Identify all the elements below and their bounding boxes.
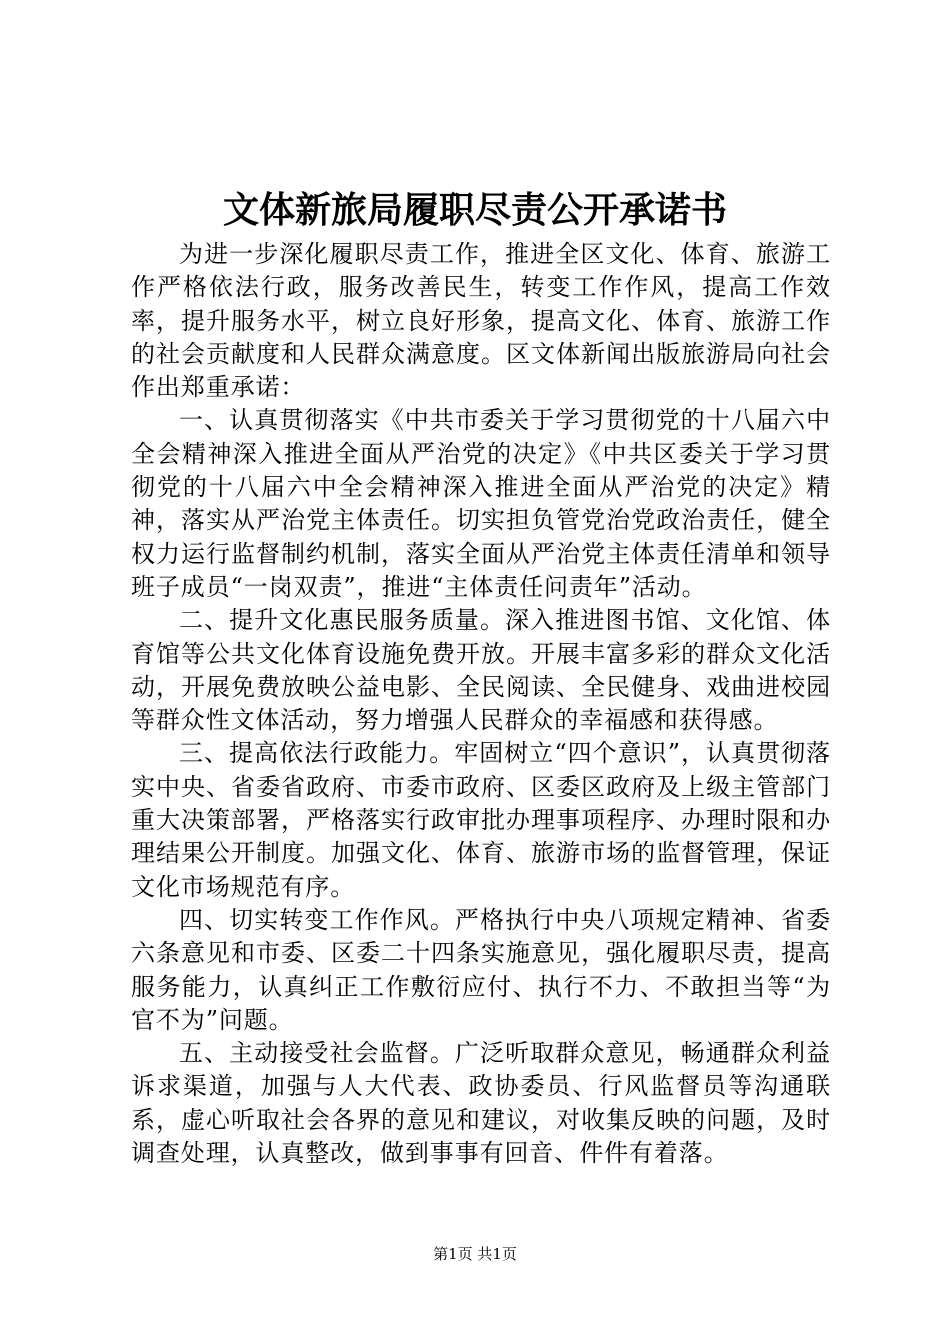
commitment-paragraph-2: 二、提升文化惠民服务质量。深入推进图书馆、文化馆、体育馆等公共文化体育设施免费开放。开展丰富多彩的群众文化活动，开展免费放映公益电影、全民阅读、全民健身、戏曲进校园等群众性文体活动，努力增强人民群众的幸福感和获得感。 [131, 606, 831, 735]
document-title: 文体新旅局履职尽责公开承诺书 [222, 189, 727, 231]
intro-paragraph: 为进一步深化履职尽责工作，推进全区文化、体育、旅游工作严格依法行政，服务改善民生，转变工作作风，提高工作效率，提升服务水平，树立良好形象，提高文化、体育、旅游工作的社会贡献度和人民群众满意度。区文体新闻出版旅游局向社会作出郑重承诺： [131, 240, 831, 402]
commitment-paragraph-4: 四、切实转变工作作风。严格执行中央八项规定精神、省委六条意见和市委、区委二十四条实施意见，强化履职尽责，提高服务能力，认真纠正工作敷衍应付、执行不力、不敢担当等“为官不为”问题。 [131, 905, 831, 1034]
page-number-footer: 第1页 共1页 [433, 1245, 517, 1263]
commitment-paragraph-3: 三、提高依法行政能力。牢固树立“四个意识”，认真贯彻落实中央、省委省政府、市委市政府、区委区政府及上级主管部门重大决策部署，严格落实行政审批办理事项程序、办理时限和办理结果公开制度。加强文化、体育、旅游市场的监督管理，保证文化市场规范有序。 [131, 739, 831, 901]
document-body [131, 238, 831, 1170]
commitment-paragraph-5: 五、主动接受社会监督。广泛听取群众意见，畅通群众利益诉求渠道，加强与人大代表、政协委员、行风监督员等沟通联系，虚心听取社会各界的意见和建议，对收集反映的问题，及时调查处理，认真整改，做到事事有回音、件件有着落。 [131, 1039, 831, 1168]
commitment-paragraph-1: 一、认真贯彻落实《中共市委关于学习贯彻党的十八届六中全会精神深入推进全面从严治党的决定》《中共区委关于学习贯彻党的十八届六中全会精神深入推进全面从严治党的决定》精神，落实从严治党主体责任。切实担负管党治党政治责任，健全权力运行监督制约机制，落实全面从严治党主体责任清单和领导班子成员“一岗双责”，推进“主体责任问责年”活动。 [131, 406, 831, 601]
